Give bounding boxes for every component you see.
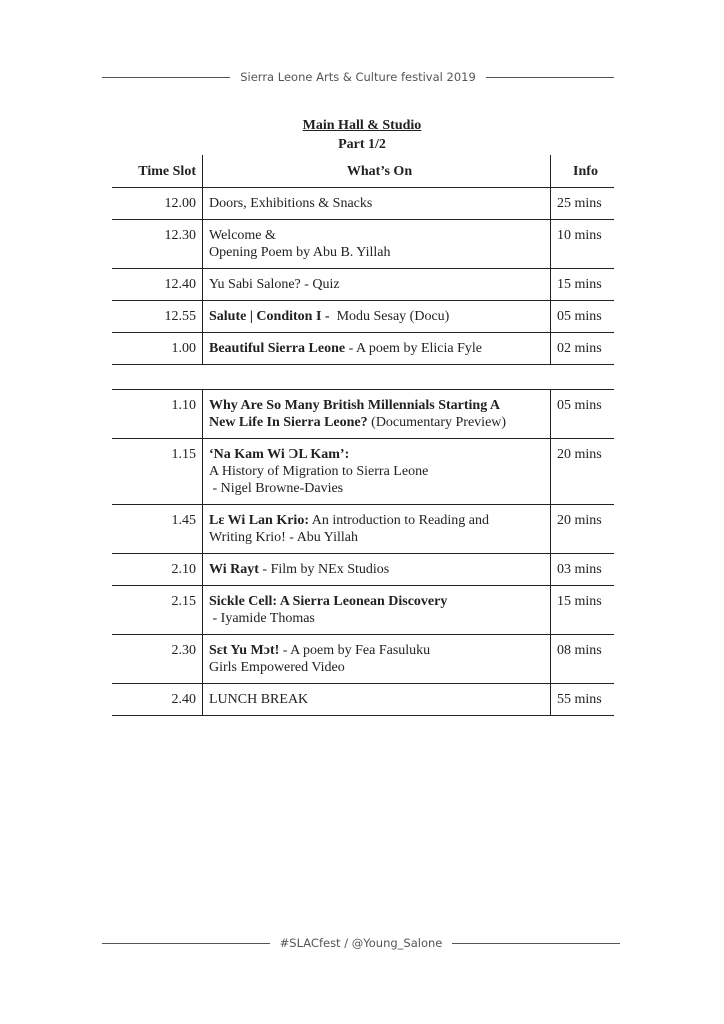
whats-on-line [209,276,550,293]
time-slot: 1.15 [171,447,196,462]
header-rule-left [102,77,230,78]
whats-on-line [209,340,550,357]
time-slot: 12.00 [164,196,196,211]
whats-on-bold-text: Sickle Cell: A Sierra Leonean Discovery [209,594,448,609]
time-slot: 1.10 [171,398,196,413]
duration: 05 mins [557,309,602,324]
table-row [112,269,614,301]
schedule-table-1 [112,155,614,365]
whats-on [203,554,551,586]
whats-on-text: Girls Empowered Video [209,660,345,675]
whats-on-bold-text: Salute | Conditon I - [209,309,334,324]
table-row [112,333,614,365]
whats-on-line [209,529,550,546]
duration: 10 mins [557,228,602,243]
col-whats-on: What’s On [203,155,551,188]
whats-on-bold-text: Wi Rayt [209,562,259,577]
whats-on-text: Doors, Exhibitions & Snacks [209,196,373,211]
whats-on-text: - Film by NEx Studios [258,562,390,577]
whats-on-line [209,414,550,431]
whats-on-line [209,463,550,480]
whats-on-line [209,227,550,244]
whats-on-text: - A poem by Fea Fasuluku [279,643,431,658]
col-info: Info [573,164,598,179]
time-slot: 12.55 [164,309,196,324]
duration: 02 mins [557,341,602,356]
whats-on [203,439,551,505]
table-row [112,684,614,716]
page-header [102,68,614,86]
table-row [112,220,614,269]
duration: 25 mins [557,196,602,211]
duration: 15 mins [557,594,602,609]
duration: 20 mins [557,447,602,462]
whats-on-bold-text: Why Are So Many British Millennials Starting A [209,398,501,413]
duration: 05 mins [557,398,602,413]
footer-rule-right [452,943,620,944]
whats-on-text: - Iyamide Thomas [209,611,315,626]
whats-on [203,684,551,716]
table-row [112,439,614,505]
whats-on-line [209,480,550,497]
whats-on-text: LUNCH BREAK [209,692,309,707]
whats-on-text: A History of Migration to Sierra Leone [209,464,429,479]
schedule-title: Main Hall & Studio [302,118,422,133]
whats-on-text: Welcome & [209,228,276,243]
duration: 55 mins [557,692,602,707]
whats-on-line [209,397,550,414]
time-slot: 12.40 [164,277,196,292]
whats-on-bold-text: Beautiful Sierra Leone [209,341,346,356]
whats-on-text: - A poem by Elicia Fyle [345,341,482,356]
whats-on-line [209,512,550,529]
whats-on-text: Yu Sabi Salone? - Quiz [209,277,340,292]
whats-on-text: Writing Krio! - Abu Yillah [209,530,359,545]
duration: 15 mins [557,277,602,292]
whats-on-line [209,691,550,708]
footer-text: #SLACfest / @Young_Salone [279,936,443,950]
whats-on-line [209,308,550,325]
duration: 20 mins [557,513,602,528]
whats-on [203,188,551,220]
whats-on [203,505,551,554]
col-time-slot: Time Slot [138,164,196,179]
whats-on-line [209,446,550,463]
whats-on-line [209,610,550,627]
time-slot: 1.45 [171,513,196,528]
whats-on-bold-text: ‘Na Kam Wi ƆL Kam’: [209,447,350,462]
whats-on-text: - Nigel Browne-Davies [209,481,344,496]
header-rule-right [486,77,614,78]
table-row [112,635,614,684]
table-row [112,505,614,554]
duration: 03 mins [557,562,602,577]
whats-on-line [209,659,550,676]
table-row [112,586,614,635]
whats-on-line [209,195,550,212]
duration: 08 mins [557,643,602,658]
time-slot: 2.15 [171,594,196,609]
whats-on-line [209,561,550,578]
whats-on-text: Opening Poem by Abu B. Yillah [209,245,391,260]
table-row [112,188,614,220]
whats-on-line [209,593,550,610]
whats-on [203,220,551,269]
time-slot: 12.30 [164,228,196,243]
whats-on-bold-text: New Life In Sierra Leone? [209,415,368,430]
page-footer [102,934,620,952]
whats-on-bold-text: Lɛ Wi Lan Krio: [209,513,309,528]
table-row [112,301,614,333]
footer-rule-left [102,943,270,944]
table-header-row [112,155,614,188]
time-slot: 1.00 [171,341,196,356]
schedule-table-2 [112,389,614,716]
time-slot: 2.30 [171,643,196,658]
time-slot: 2.10 [171,562,196,577]
whats-on-text: An introduction to Reading and [308,513,490,528]
whats-on [203,269,551,301]
header-text: Sierra Leone Arts & Culture festival 2019 [240,70,476,84]
whats-on [203,586,551,635]
whats-on-text: (Documentary Preview) [367,415,507,430]
whats-on [203,333,551,365]
time-slot: 2.40 [171,692,196,707]
whats-on-bold-text: Sɛt Yu Mɔt! [209,643,280,658]
whats-on-line [209,642,550,659]
whats-on [203,390,551,439]
whats-on-text: Modu Sesay (Docu) [333,309,450,324]
table-row [112,554,614,586]
whats-on-line [209,244,550,261]
whats-on [203,301,551,333]
whats-on [203,635,551,684]
schedule-part: Part 1/2 [338,137,386,152]
table-row [112,390,614,439]
